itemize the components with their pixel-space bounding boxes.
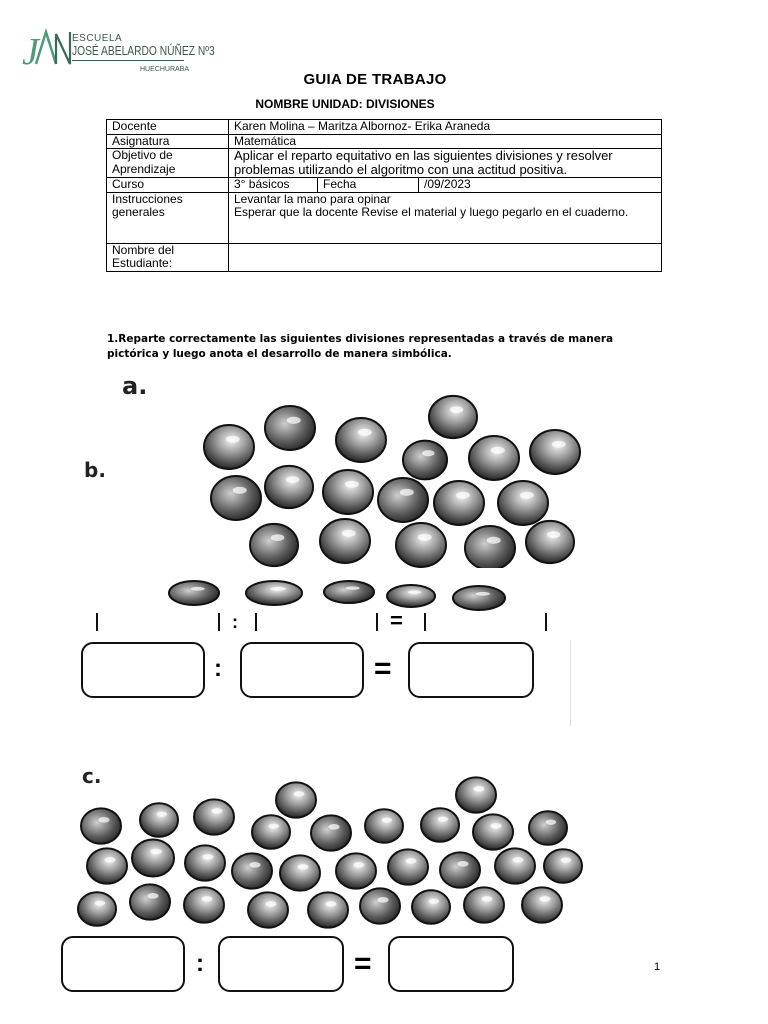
tick-mark bbox=[218, 613, 220, 631]
marble-icon bbox=[336, 853, 376, 888]
marble-icon bbox=[276, 782, 316, 817]
marble-icon bbox=[265, 406, 315, 450]
marble-icon bbox=[81, 808, 121, 843]
marble-icon bbox=[473, 814, 513, 849]
section-b-label: b. bbox=[84, 458, 106, 482]
marble-icon bbox=[465, 526, 515, 570]
marble-icon bbox=[378, 478, 428, 522]
marble-icon bbox=[403, 441, 447, 480]
marble-icon bbox=[248, 892, 288, 927]
marble-icon bbox=[320, 519, 370, 563]
marble-icon bbox=[280, 855, 320, 890]
info-table bbox=[106, 119, 662, 272]
curso-label: Curso bbox=[107, 178, 229, 193]
instrucciones-line-2: Esperar que la docente Revise el material y luego pegarlo en el cuaderno. bbox=[234, 205, 629, 219]
marble-icon bbox=[498, 481, 548, 525]
marble-icon bbox=[453, 586, 505, 610]
marble-icon bbox=[265, 466, 313, 508]
marble-icon bbox=[308, 892, 348, 927]
c-equals-operator: = bbox=[354, 947, 372, 980]
tick-mark bbox=[545, 613, 547, 631]
scan-edge-line bbox=[570, 640, 571, 726]
marble-icon bbox=[323, 470, 373, 514]
b-dividend-box[interactable] bbox=[81, 642, 205, 698]
marble-icon bbox=[530, 430, 580, 474]
logo-school-name: JOSÉ ABELARDO NÚÑEZ Nº3 bbox=[72, 44, 215, 58]
marble-icon bbox=[469, 436, 519, 480]
tick-mark bbox=[255, 613, 257, 631]
marble-icon bbox=[211, 476, 261, 520]
marble-icon bbox=[246, 581, 302, 605]
logo-city: HUECHURABA bbox=[140, 66, 190, 73]
marble-icon bbox=[526, 521, 574, 563]
marble-icon bbox=[429, 396, 477, 438]
marble-icon bbox=[360, 888, 400, 923]
marble-icon bbox=[130, 884, 170, 919]
marble-icon bbox=[456, 777, 496, 812]
marble-icon bbox=[396, 523, 446, 567]
unit-name: NOMBRE UNIDAD: DIVISIONES bbox=[255, 97, 435, 111]
c-quotient-box[interactable] bbox=[388, 936, 514, 992]
section-c-label: c. bbox=[82, 764, 102, 788]
marble-icon bbox=[440, 852, 480, 887]
docente-label: Docente bbox=[107, 120, 229, 135]
marble-icon bbox=[434, 481, 484, 525]
marble-icon bbox=[412, 890, 450, 923]
asignatura-label: Asignatura bbox=[107, 134, 229, 149]
marble-icon bbox=[252, 815, 290, 848]
tick-mark bbox=[424, 613, 426, 631]
c-divisor-box[interactable] bbox=[218, 936, 344, 992]
objetivo-label: Objetivo de Aprendizaje bbox=[107, 149, 229, 178]
c-dividend-box[interactable] bbox=[61, 936, 185, 992]
divide-operator-small: : bbox=[232, 612, 238, 632]
b-divisor-box[interactable] bbox=[240, 642, 364, 698]
marble-icon bbox=[194, 799, 234, 834]
marble-icon bbox=[132, 840, 174, 877]
docente-value: Karen Molina – Maritza Albornoz- Erika Araneda bbox=[229, 120, 662, 135]
estudiante-name-field[interactable] bbox=[229, 243, 662, 271]
marble-icon bbox=[169, 581, 219, 605]
fecha-label: Fecha bbox=[318, 178, 419, 193]
marble-icon bbox=[250, 524, 298, 566]
marble-icon bbox=[387, 585, 435, 607]
marble-icon bbox=[522, 887, 562, 922]
marble-icon bbox=[464, 887, 504, 922]
b-divide-operator: : bbox=[214, 655, 222, 682]
svg-text:J: J bbox=[22, 31, 39, 70]
marble-icon bbox=[232, 853, 272, 888]
page-title: GUIA DE TRABAJO bbox=[303, 71, 447, 88]
section-a-label: a. bbox=[122, 372, 148, 400]
marble-icon bbox=[495, 848, 535, 883]
marble-icon bbox=[87, 848, 127, 883]
school-logo-icon bbox=[22, 28, 72, 70]
objetivo-value: Aplicar el reparto equitativo en las siguientes divisiones y resolver problemas utilizando el algoritmo con una actitud positiva. bbox=[229, 149, 662, 178]
marble-icon bbox=[388, 849, 428, 884]
page-number: 1 bbox=[654, 961, 661, 973]
marble-icon bbox=[421, 808, 459, 841]
b-equals-operator: = bbox=[374, 652, 392, 685]
marble-icon bbox=[140, 803, 178, 836]
marble-icon bbox=[544, 849, 582, 882]
equals-operator-small: = bbox=[390, 608, 403, 633]
asignatura-value: Matemática bbox=[229, 134, 662, 149]
clip-band bbox=[180, 568, 600, 576]
marble-icon bbox=[311, 815, 351, 850]
marble-icon bbox=[204, 425, 254, 469]
instrucciones-label: Instrucciones generales bbox=[107, 192, 229, 243]
tick-mark bbox=[376, 613, 378, 631]
marble-icon bbox=[185, 845, 225, 880]
marble-icon bbox=[324, 581, 374, 603]
c-divide-operator: : bbox=[196, 950, 204, 977]
question-1-text: 1.Reparte correctamente las siguientes divisiones representadas a través de manera pictórica y luego anota el desarrollo de manera simbólica. bbox=[107, 333, 614, 360]
b-quotient-box[interactable] bbox=[408, 642, 534, 698]
marble-icon bbox=[336, 418, 386, 462]
instrucciones-value bbox=[229, 192, 662, 243]
curso-value: 3° básicos bbox=[229, 178, 318, 193]
tick-mark bbox=[96, 613, 98, 631]
logo-divider bbox=[72, 60, 184, 61]
instrucciones-line-1: Levantar la mano para opinar bbox=[234, 191, 391, 206]
logo-school-label: ESCUELA bbox=[72, 33, 123, 44]
marble-icon bbox=[78, 892, 116, 925]
marble-icon bbox=[529, 811, 567, 844]
marble-icon bbox=[184, 887, 224, 922]
estudiante-label: Nombre del Estudiante: bbox=[107, 243, 229, 271]
fecha-value: /09/2023 bbox=[419, 178, 662, 193]
marble-icon bbox=[365, 809, 403, 842]
